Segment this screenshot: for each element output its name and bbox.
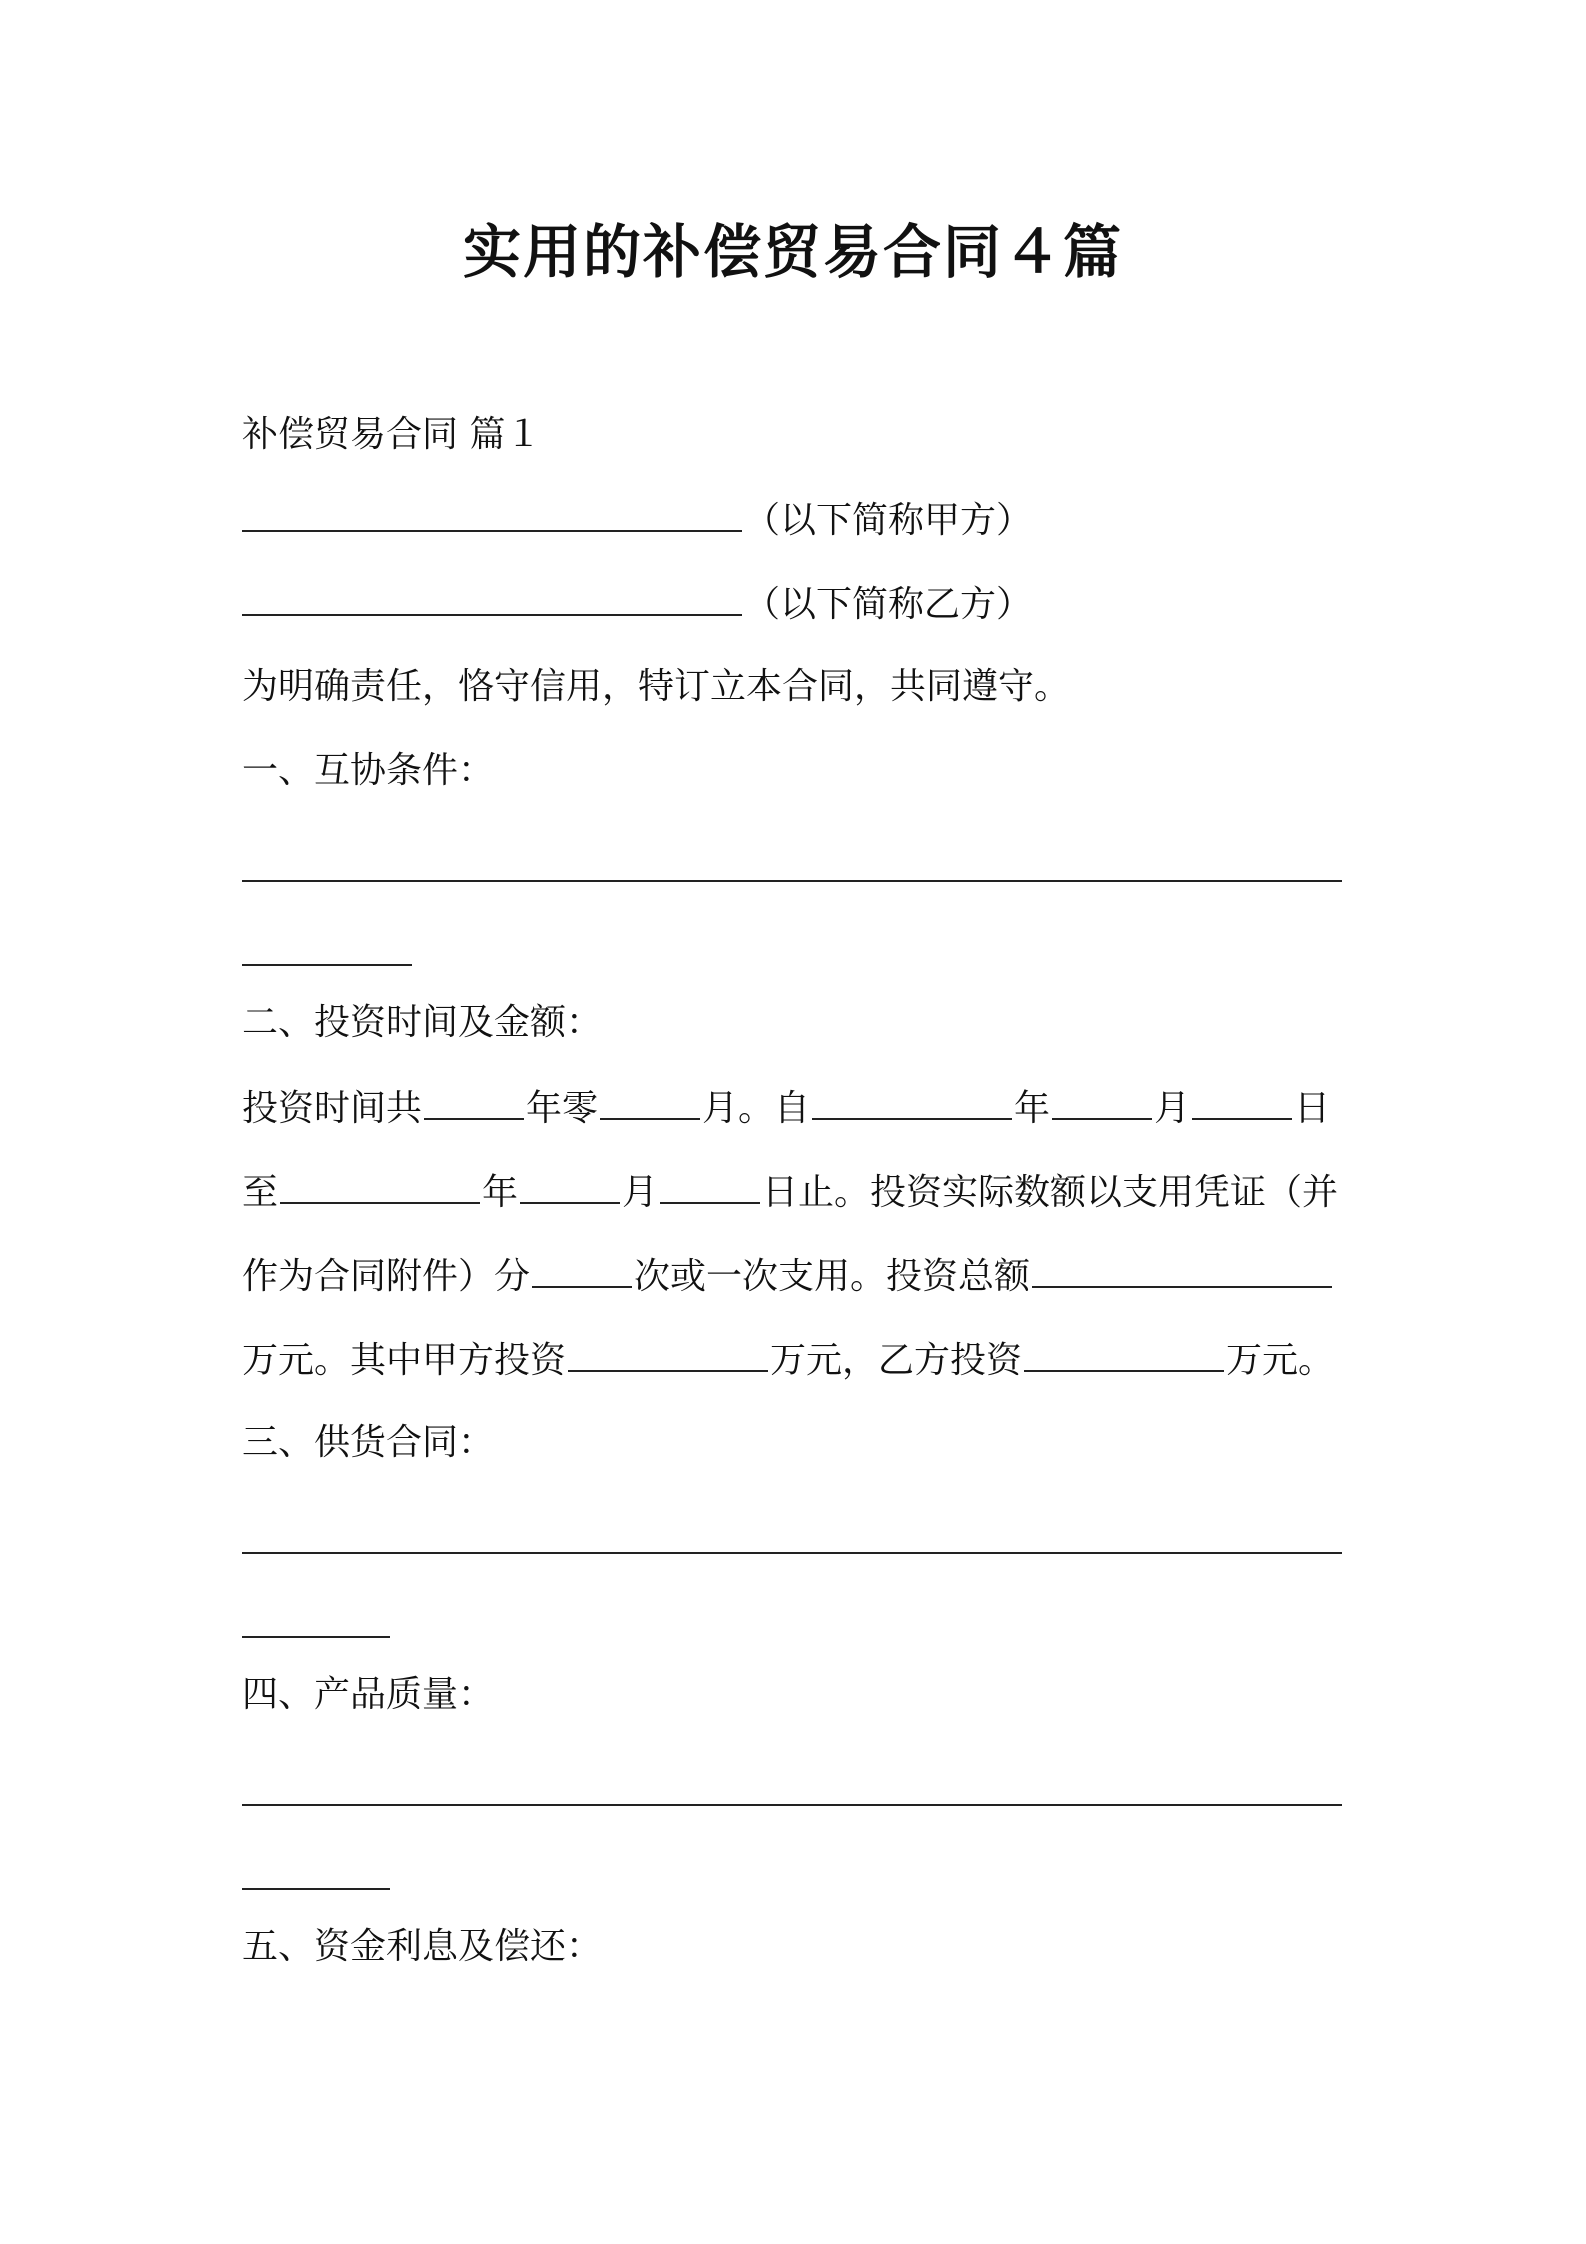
party-a-blank[interactable] [242, 494, 742, 532]
party-a-line [242, 494, 1032, 546]
clause-3-title: 三、供货合同： [242, 1422, 495, 1463]
party-a-suffix: （以下简称甲方） [744, 500, 1033, 541]
clause-4-title: 四、产品质量： [242, 1674, 495, 1715]
text-segment: 作为合同附件）分 [242, 1256, 531, 1297]
start-day-blank[interactable] [1192, 1082, 1292, 1120]
text-segment: 月。自 [702, 1088, 811, 1129]
installments-blank[interactable] [532, 1250, 632, 1288]
clause-4-blank-line-2[interactable] [242, 1888, 390, 1890]
section-heading: 补偿贸易合同 篇１ [242, 414, 542, 455]
end-year-blank[interactable] [280, 1166, 480, 1204]
document-title: 实用的补偿贸易合同４篇 [462, 218, 1123, 286]
clause-4-blank-line-1[interactable] [242, 1804, 1342, 1806]
text-segment: 万元。其中甲方投资 [242, 1340, 567, 1381]
end-day-blank[interactable] [660, 1166, 760, 1204]
clause-1-title: 一、互协条件： [242, 750, 495, 791]
text-segment: 投资时间共 [242, 1088, 423, 1129]
total-investment-blank[interactable] [1032, 1250, 1332, 1288]
party-b-line [242, 578, 1032, 630]
clause-3-blank-line-1[interactable] [242, 1552, 1342, 1554]
preamble: 为明确责任，恪守信用，特订立本合同，共同遵守。 [242, 666, 1071, 707]
text-segment: 月 [1154, 1088, 1191, 1129]
end-month-blank[interactable] [520, 1166, 620, 1204]
text-segment: 年 [482, 1172, 519, 1213]
text-segment: 至 [242, 1172, 279, 1213]
months-blank[interactable] [600, 1082, 700, 1120]
years-blank[interactable] [424, 1082, 524, 1120]
text-segment: 万元，乙方投资 [770, 1340, 1023, 1381]
clause-1-blank-line-2[interactable] [242, 964, 412, 966]
text-segment: 日 [1294, 1088, 1331, 1129]
text-segment: 月 [622, 1172, 659, 1213]
clause-1-blank-line-1[interactable] [242, 880, 1342, 882]
clause-3-blank-line-2[interactable] [242, 1636, 390, 1638]
clause-2-line-4 [242, 1334, 1334, 1386]
clause-2-line-3 [242, 1250, 1334, 1302]
text-segment: 次或一次支用。投资总额 [634, 1256, 1031, 1297]
clause-2-line-1 [242, 1082, 1330, 1134]
clause-2-line-2 [242, 1166, 1338, 1218]
party-b-blank[interactable] [242, 578, 742, 616]
text-segment: 年 [1014, 1088, 1051, 1129]
party-b-suffix: （以下简称乙方） [744, 584, 1033, 625]
text-segment: 万元。 [1226, 1340, 1335, 1381]
start-year-blank[interactable] [812, 1082, 1012, 1120]
clause-5-title: 五、资金利息及偿还： [242, 1926, 603, 1967]
clause-2-title: 二、投资时间及金额： [242, 1002, 603, 1043]
start-month-blank[interactable] [1052, 1082, 1152, 1120]
text-segment: 日止。投资实际数额以支用凭证（并 [762, 1172, 1339, 1213]
text-segment: 年零 [526, 1088, 599, 1129]
party-a-investment-blank[interactable] [568, 1334, 768, 1372]
party-b-investment-blank[interactable] [1024, 1334, 1224, 1372]
